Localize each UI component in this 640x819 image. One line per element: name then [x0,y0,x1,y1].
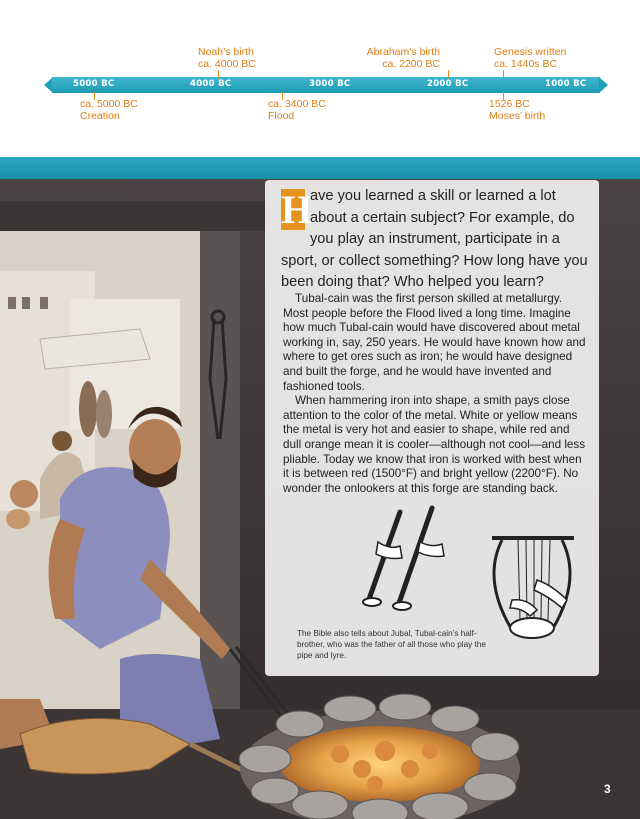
event-name: Genesis written [494,46,567,58]
timeline-event-moses [489,98,545,122]
event-date: ca. 1440s BC [494,58,558,70]
timeline-tick: 3000 BC [309,79,351,89]
timeline-marker [218,70,219,78]
event-date: ca. 3400 BC [268,98,326,110]
timeline-marker [448,70,449,78]
event-name: Moses’ birth [489,110,546,122]
timeline-event-noah [198,46,256,70]
timeline-event-flood [268,98,326,122]
image-caption: The Bible also tells about Jubal, Tubal-cain’s half-brother, who was the father of all those who play the pipe and lyre. [297,629,486,660]
timeline-right-arrow [599,77,608,93]
event-name: Abraham’s birth [366,46,440,58]
timeline-tick: 1000 BC [545,79,587,89]
pipe-illustration [360,502,468,614]
page-number: 3 [604,782,611,796]
body-paragraph: When hammering iron into shape, a smith pays close attention to the color of the metal. White or yellow means the metal is very hot and easier to shape, while red and dull orange mean it is cooler—although not cool—and less pliable. Today we know that iron is worked with best when it is between red (1500°F) and bright yellow (2200°F). No wonder the onlookers at this forge are standing back. [283,394,586,495]
event-date: ca. 5000 BC [80,98,138,110]
event-date: ca. 4000 BC [198,58,256,70]
body-paragraph: Tubal-cain was the first person skilled at metallurgy. Most people before the Flood lived a long time. Imagine how much Tubal-cain would have discovered about metal working in, say, 250 years. He would have known how and where to get ores such as iron; he would have designed and built the forge, and he would have invented and fashioned tools. [283,292,586,393]
event-name: Flood [268,110,295,122]
timeline-tick: 2000 BC [427,79,469,89]
drop-cap: H [281,187,313,232]
event-name: Creation [80,110,120,122]
timeline-event-genesis [494,46,566,70]
event-date: ca. 2200 BC [382,58,440,70]
article-body [283,292,589,496]
intro-text: ave you learned a skill or learned a lot about a certain subject? For example, do you play an instrument, participate in a sport, or collect something? How long have you been doing that? Who helped you learn? [281,188,588,290]
timeline-marker [503,70,504,78]
timeline-tick: 5000 BC [73,79,115,89]
intro-paragraph [281,186,591,294]
lyre-illustration [482,520,582,642]
timeline-tick: 4000 BC [190,79,232,89]
event-name: Noah’s birth [198,46,254,58]
timeline-event-creation [80,98,138,122]
header-band [0,157,640,179]
timeline-event-abraham [362,46,440,70]
event-date: 1526 BC [489,98,530,110]
